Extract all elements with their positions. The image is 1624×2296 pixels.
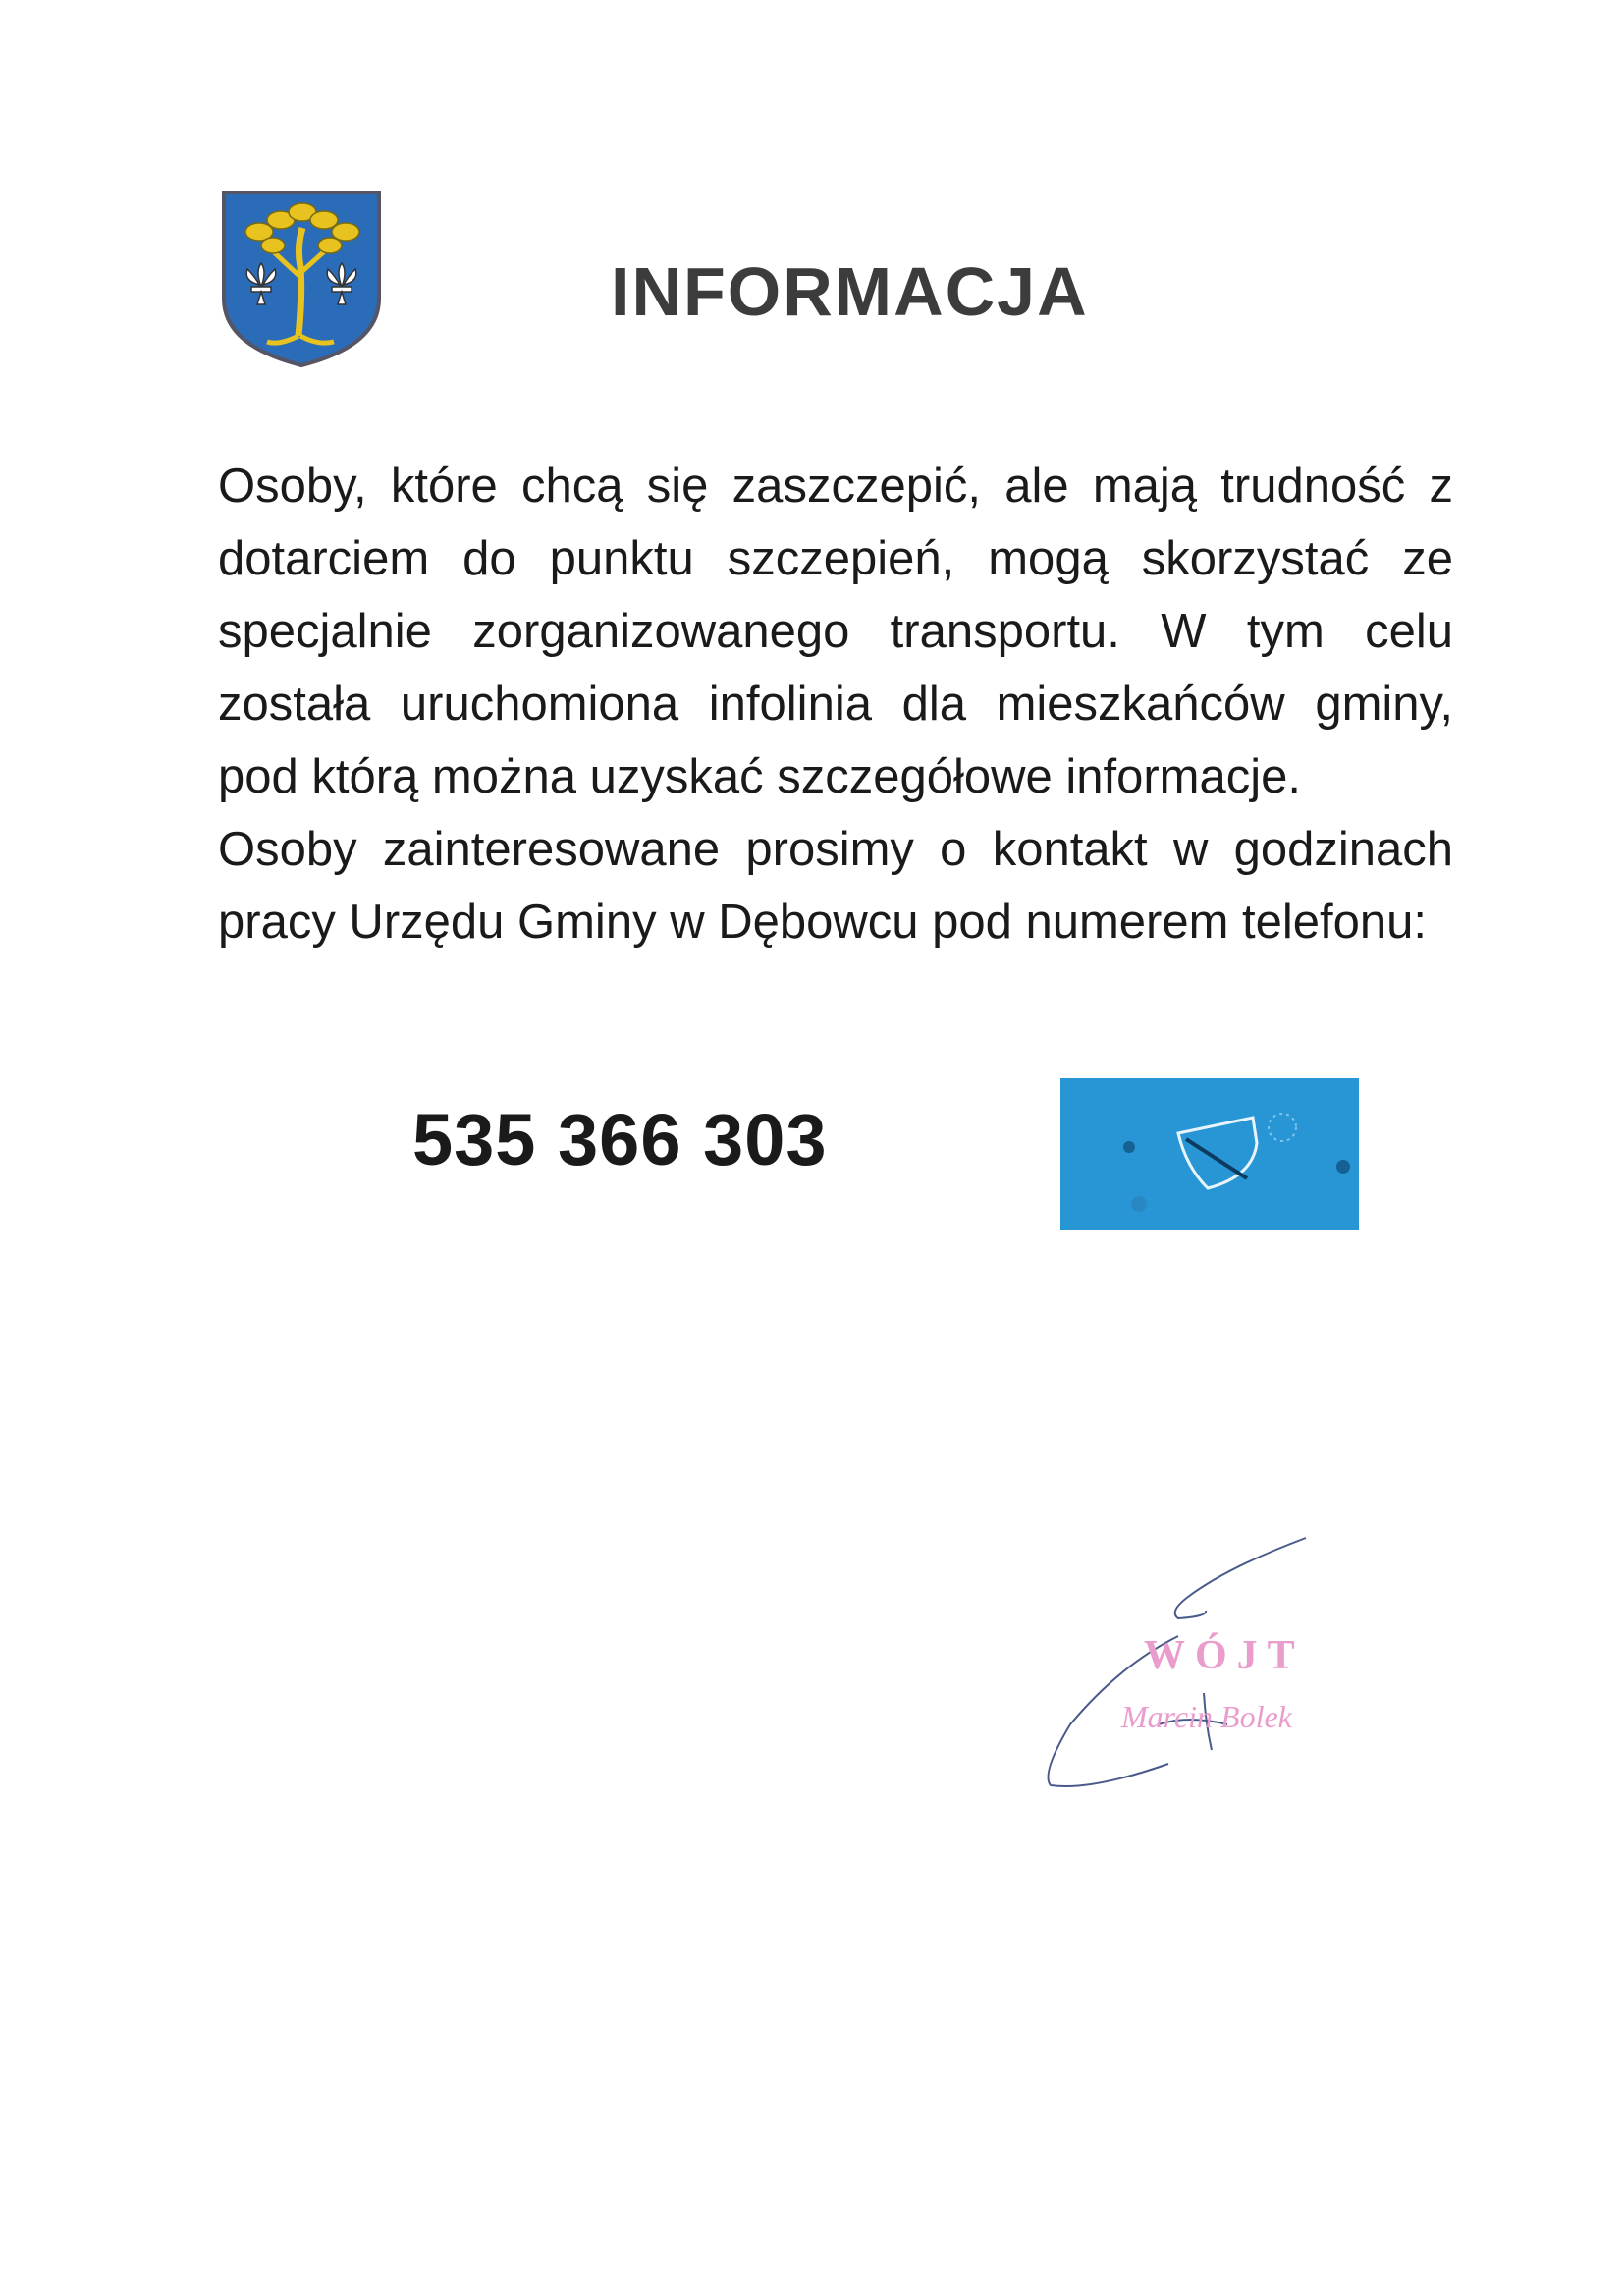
paragraph-transport: Osoby, które chcą się zaszczepić, ale mają trudność z dotarciem do punktu szczepień, mogą skorzystać ze specjalnie zorganizowanego transportu. W tym celu została uruchomiona infolinia dla mieszkańców gminy, pod którą można uzyskać szczegółowe informacje. xyxy=(218,460,1453,803)
phone-number: 535 366 303 xyxy=(412,1099,828,1180)
stamp-name: Marcin Bolek xyxy=(1121,1699,1292,1734)
official-stamp-icon xyxy=(1060,1078,1359,1230)
document-body xyxy=(218,450,1453,958)
stamp-role: WÓJT xyxy=(1144,1633,1305,1678)
coat-of-arms-icon xyxy=(220,189,383,369)
paragraph-contact: Osoby zainteresowane prosimy o kontakt w godzinach pracy Urzędu Gminy w Dębowcu pod numerem telefonu: xyxy=(218,823,1453,949)
page-title: INFORMACJA xyxy=(611,253,1089,330)
